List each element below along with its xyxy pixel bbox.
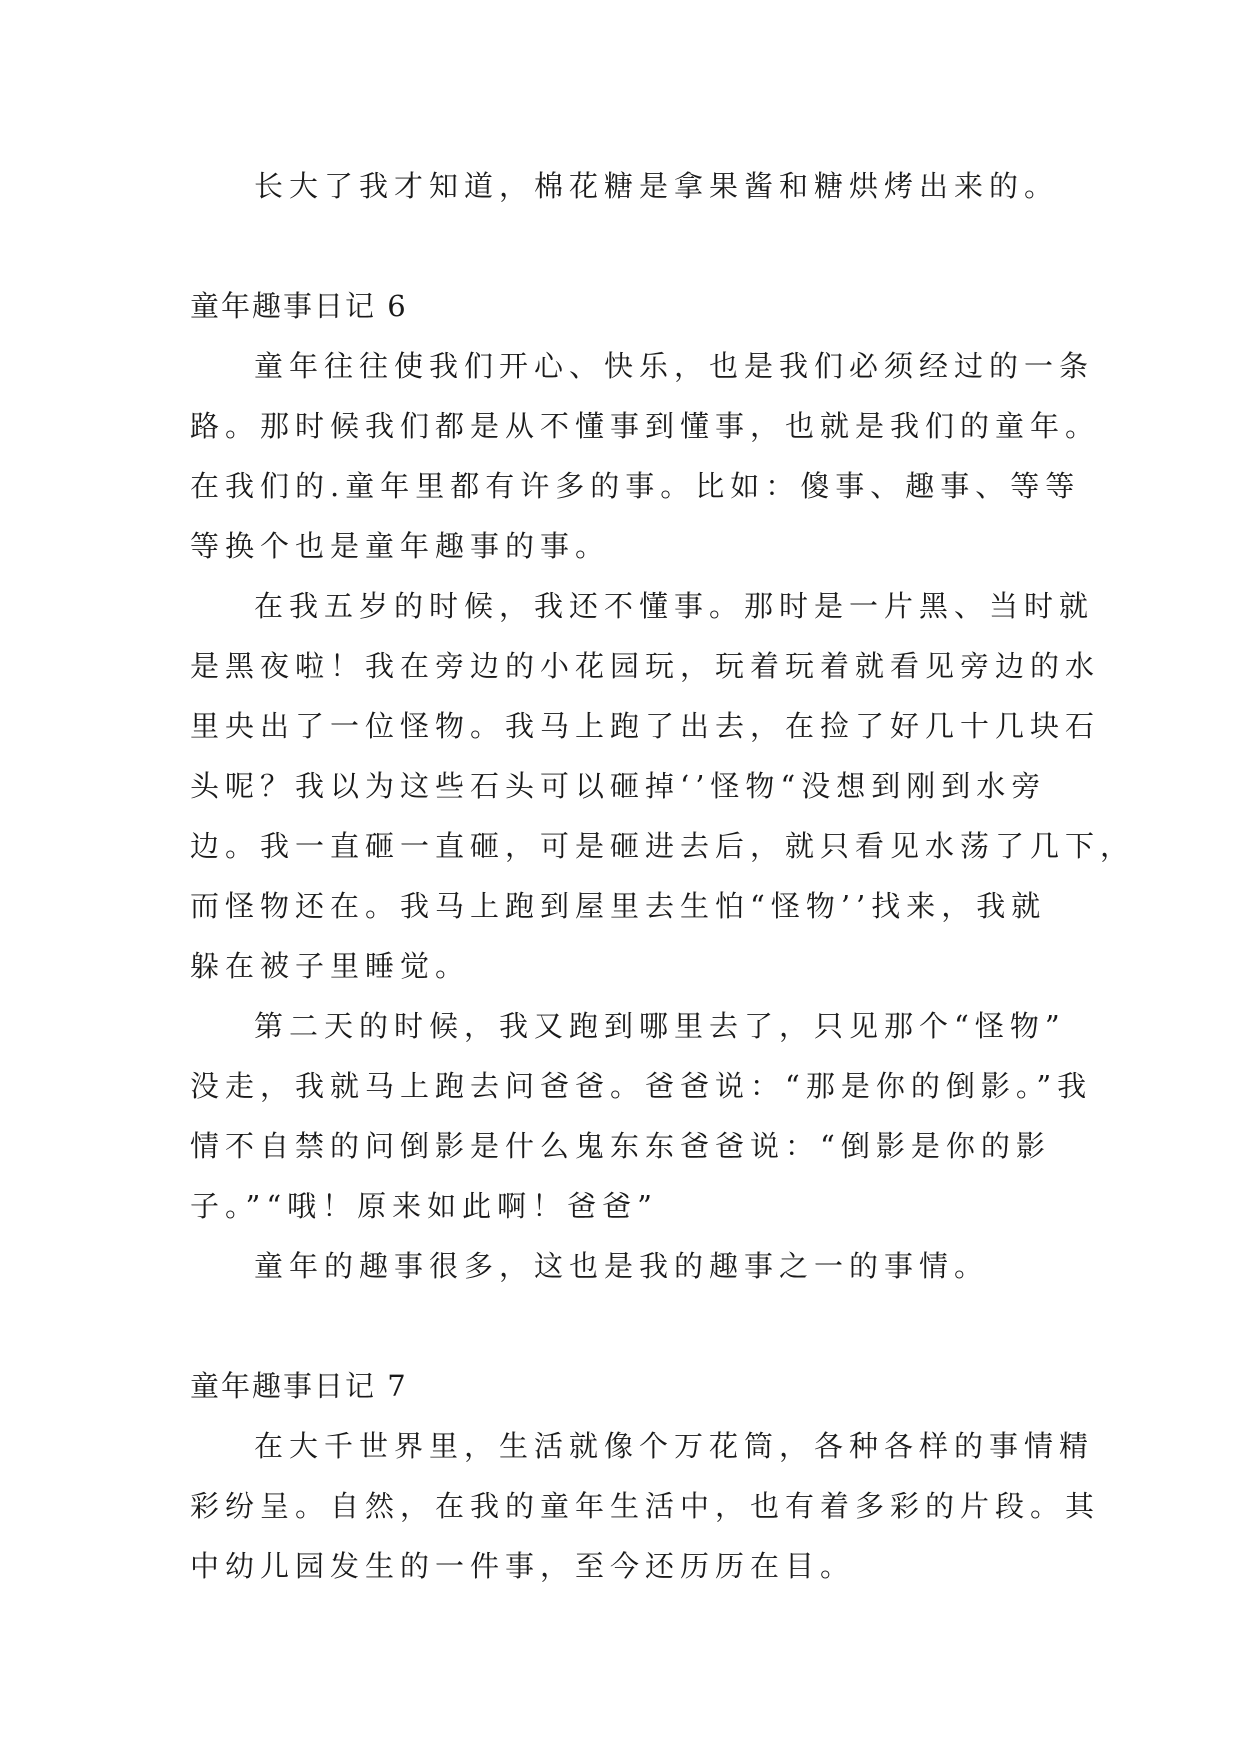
paragraph-line: 路。那时候我们都是从不懂事到懂事，也就是我们的童年。 — [190, 409, 1101, 443]
section-6-paragraph-2 — [190, 576, 1136, 996]
paragraph-line: 中幼儿园发生的一件事，至今还历历在目。 — [190, 1549, 856, 1583]
section-6-paragraph-3 — [190, 996, 1093, 1236]
paragraph-line: 里央出了一位怪物。我马上跑了出去，在捡了好几十几块石 — [190, 709, 1101, 743]
spacer — [190, 216, 1054, 276]
paragraph-line: 第二天的时候，我又跑到哪里去了，只见那个“怪物” — [254, 1009, 1066, 1043]
paragraph-line: 彩纷呈。自然，在我的童年生活中，也有着多彩的片段。其 — [190, 1489, 1101, 1523]
section-7-heading: 童年趣事日记 7 — [190, 1369, 408, 1403]
paragraph-line: 童年的趣事很多，这也是我的趣事之一的事情。 — [254, 1249, 990, 1283]
paragraph-line: 是黑夜啦！我在旁边的小花园玩，玩着玩着就看见旁边的水 — [190, 649, 1101, 683]
paragraph-line: 而怪物还在。我马上跑到屋里去生怕“怪物’’找来，我就 — [190, 889, 1047, 923]
section-7-paragraph-1 — [190, 1416, 1101, 1596]
paragraph-line: 情不自禁的问倒影是什么鬼东东爸爸说：“倒影是你的影 — [190, 1129, 1051, 1163]
paragraph-line: 在大千世界里，生活就像个万花筒，各种各样的事情精 — [254, 1429, 1095, 1463]
section-6-heading: 童年趣事日记 6 — [190, 289, 408, 323]
paragraph-line: 在我五岁的时候，我还不懂事。那时是一片黑、当时就 — [254, 589, 1095, 623]
intro-line: 长大了我才知道，棉花糖是拿果酱和糖烘烤出来的。 — [254, 169, 1060, 203]
paragraph-line: 在我们的.童年里都有许多的事。比如：傻事、趣事、等等 — [190, 469, 1081, 503]
paragraph-line: 没走，我就马上跑去问爸爸。爸爸说：“那是你的倒影。”我 — [190, 1069, 1093, 1103]
paragraph-line: 躲在被子里睡觉。 — [190, 949, 471, 983]
section-6-paragraph-4 — [190, 1236, 1054, 1296]
paragraph-line: 等换个也是童年趣事的事。 — [190, 529, 611, 563]
paragraph-line: 头呢？我以为这些石头可以砸掉‘’怪物“没想到刚到水旁 — [190, 769, 1047, 803]
spacer — [190, 1296, 1054, 1356]
paragraph-line: 子。”“哦！原来如此啊！爸爸” — [190, 1189, 658, 1223]
section-6-paragraph-1 — [190, 336, 1101, 576]
paragraph-line: 边。我一直砸一直砸，可是砸进去后，就只看见水荡了几下， — [190, 829, 1136, 863]
paragraph-line: 童年往往使我们开心、快乐，也是我们必须经过的一条 — [254, 349, 1095, 383]
document-body — [190, 156, 1136, 1596]
